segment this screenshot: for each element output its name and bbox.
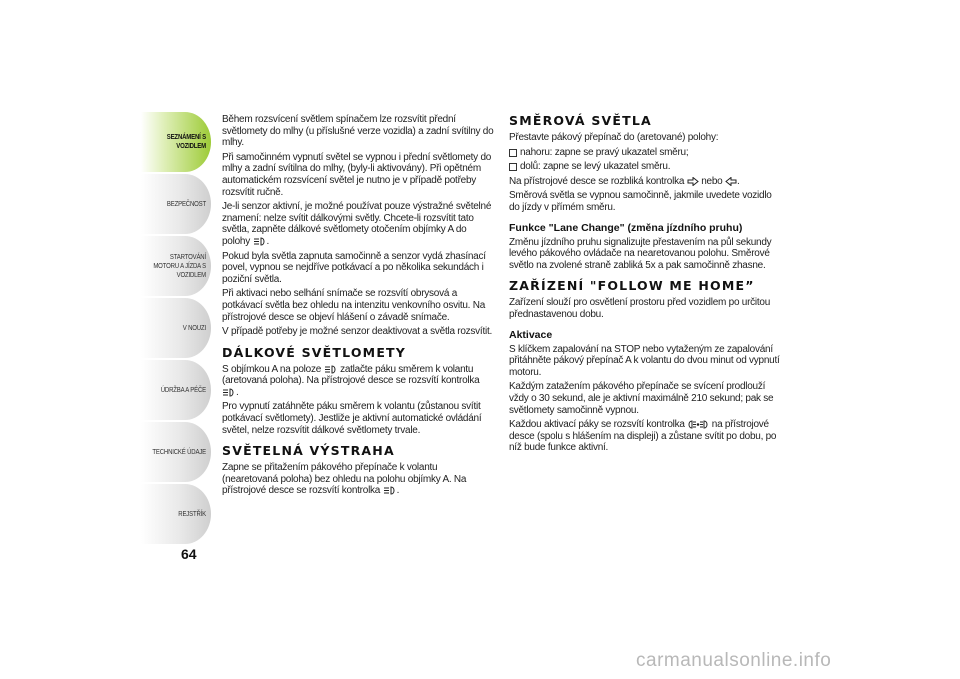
- chapter-tabs: [141, 112, 211, 546]
- tab-technicke-udaje[interactable]: [141, 422, 211, 482]
- paragraph: S klíčkem zapalování na STOP nebo vytaženým ze zapalování přitáhněte pákový přepínač A k volantu do dvou minut od vypnutí motoru.: [509, 343, 780, 378]
- paragraph-text: .: [736, 175, 740, 187]
- paragraph: Změnu jízdního pruhu signalizujte přestavením na půl sekundy levého pákového ovládače na nearetovanou polohu. Směrové světlo na zvolené straně zabliká 5x a pak samočinně zhasne.: [509, 236, 772, 271]
- list-item-text: dolů: zapne se levý ukazatel směru.: [520, 161, 671, 173]
- turn-right-icon: [687, 177, 699, 186]
- paragraph: Každým zatažením pákového přepínače se svícení prodlouží vždy o 30 sekund, ale je aktivní maximálně 210 sekund; pak se světlomety samočinně vypnou.: [509, 381, 774, 416]
- paragraph-text: Zapne se přitažením pákového přepínače k volantu (nearetovaná poloha) bez ohledu na polohu objímky A. Na přístrojové desce se rozsvítí kontrolka: [222, 462, 467, 497]
- paragraph-text: Je-li senzor aktivní, je možné používat pouze výstražné světelné znamení: nelze svítit dálkovými světly. Chcete-li rozsvítit tato světla, zapněte dálkové světlomety otočením objímky A do polohy: [222, 201, 492, 247]
- paragraph: Při aktivaci nebo selhání snímače se rozsvítí obrysová a potkávací světla bez ohledu na intenzitu venkovního osvitu. Na přístrojové desce se objeví hlášení o závadě snímače.: [222, 288, 486, 323]
- high-beam-icon: [222, 388, 236, 397]
- tab-seznameni-s-vozidlem[interactable]: [141, 112, 211, 172]
- paragraph-text: .: [236, 386, 239, 398]
- heading-follow-me-home: ZAŘÍZENÍ "FOLLOW ME HOME”: [509, 278, 755, 294]
- tab-label: BEZPEČNOST: [166, 200, 206, 208]
- paragraph-text: S objímkou A na poloze: [222, 363, 322, 375]
- paragraph: [222, 462, 494, 497]
- tab-udrzba[interactable]: [141, 360, 211, 420]
- paragraph: [222, 364, 494, 399]
- heading-dalkove-svetlomety: DÁLKOVÉ SVĚTLOMETY: [222, 344, 407, 360]
- paragraph: [222, 201, 494, 247]
- paragraph: [509, 419, 781, 454]
- follow-me-home-icon: [687, 420, 709, 429]
- paragraph: Zařízení slouží pro osvětlení prostoru před vozidlem po určitou přednastavenou dobu.: [509, 297, 771, 320]
- paragraph: V případě potřeby je možné senzor deaktivovat a světla rozsvítit.: [222, 326, 493, 338]
- paragraph: [509, 176, 781, 188]
- heading-aktivace: Aktivace: [509, 328, 553, 341]
- tab-label: V NOUZI: [182, 324, 206, 332]
- paragraph-text: nebo: [701, 175, 723, 187]
- page-number: 64: [181, 546, 197, 562]
- high-beam-icon: [383, 486, 397, 495]
- paragraph-text: na přístrojové desce (spolu s hlášením na displeji) a zůstane svítit po dobu, po níž bude funkce aktivní.: [509, 419, 777, 454]
- bullet-box-icon: [509, 149, 517, 157]
- heading-lane-change: Funkce "Lane Change" (změna jízdního pruhu): [509, 221, 743, 234]
- tab-label: REJSTŘÍK: [178, 510, 206, 518]
- tab-v-nouzi[interactable]: [141, 298, 211, 358]
- paragraph-text: Na přístrojové desce se rozbliká kontrolka: [509, 175, 685, 187]
- tab-bezpecnost[interactable]: [141, 174, 211, 234]
- list-item: [509, 147, 781, 159]
- paragraph: Pokud byla světla zapnuta samočinně a senzor vydá zhasínací povel, vypnou se nejdříve potkávací a po několika sekundách i poziční světla.: [222, 250, 486, 285]
- right-column: [509, 114, 781, 457]
- paragraph-text: zatlačte páku směrem k volantu (aretovaná poloha). Na přístrojové desce se rozsvítí kontrolka: [222, 363, 480, 387]
- watermark: carmanualsonline.info: [636, 650, 832, 671]
- paragraph: Pro vypnutí zatáhněte páku směrem k volantu (zůstanou svítit potkávací světlomety). Jestliže je aktivní automatické ovládání světel, nelze rozsvítit dálkové světlomety trvale.: [222, 401, 482, 436]
- tab-rejstrik[interactable]: [141, 484, 211, 544]
- heading-smerova-svetla: SMĚROVÁ SVĚTLA: [509, 113, 652, 128]
- tab-label: ÚDRŽBA A PÉČE: [160, 386, 206, 394]
- bullet-box-icon: [509, 163, 517, 171]
- paragraph: Při samočinném vypnutí světel se vypnou i přední světlomety do mlhy a zadní svítilna do mlhy, (byly-li aktivovány). Při opětném automatickém rozsvícení světel je nutno je v případě potřeby rozsvítit ručně.: [222, 151, 492, 198]
- tab-startovani[interactable]: [141, 236, 211, 296]
- paragraph: Směrová světla se vypnou samočinně, jakmile uvedete vozidlo do jízdy v přímém směru.: [509, 190, 772, 213]
- list-item: [509, 161, 781, 173]
- turn-left-icon: [725, 177, 737, 186]
- list-item-text: nahoru: zapne se pravý ukazatel směru;: [520, 146, 689, 158]
- heading-svetelna-vystraha: SVĚTELNÁ VÝSTRAHA: [222, 443, 395, 459]
- high-beam-icon: [253, 237, 267, 246]
- paragraph-text: .: [266, 235, 270, 247]
- high-beam-icon: [324, 365, 338, 374]
- tab-label: SEZNÁMENÍ S VOZIDLEM: [166, 134, 206, 150]
- paragraph-text: .: [396, 485, 400, 497]
- paragraph-text: Každou aktivací páky se rozsvítí kontrolka: [509, 419, 685, 431]
- tab-label: STARTOVÁNÍ MOTORU A JÍZDA S VOZIDLEM: [153, 253, 206, 279]
- tab-label: TECHNICKÉ ÚDAJE: [152, 448, 206, 456]
- paragraph: Během rozsvícení světlem spínačem lze rozsvítit přední světlomety do mlhy (u příslušné verze vozidla) a zadní svítilny do mlhy.: [222, 114, 494, 149]
- paragraph: Přestavte pákový přepínač do (aretované) polohy:: [509, 132, 719, 143]
- left-column: [222, 114, 494, 500]
